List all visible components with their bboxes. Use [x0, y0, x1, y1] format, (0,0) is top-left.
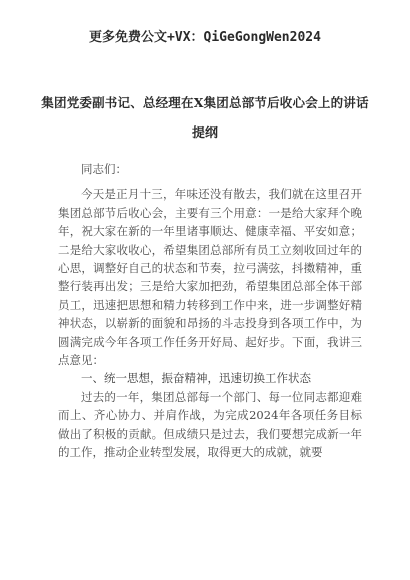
greeting: 同志们： — [81, 162, 127, 176]
promo-header: 更多免费公文+VX：QiGeGongWen2024 — [89, 30, 321, 45]
section-heading-1: 一、统一思想，振奋精神，迅速切换工作状态 — [81, 371, 311, 386]
document-body — [58, 160, 362, 462]
document-title: 集团党委副书记、总经理在X集团总部节后收心会上的讲话 — [41, 95, 369, 110]
paragraph-review: 过去的一年，集团总部每一个部门、每一位同志都迎难而上、齐心协力、并肩作战，为完成2024年各项任务目标做出了积极的贡献。但成绩只是过去，我们要想完成新一年的工作，推动企业转型发展，取得更大的成就，就要 — [58, 389, 362, 460]
paragraph-intro: 今天是正月十三，年味还没有散去，我们就在这里召开集团总部节后收心会，主要有三个用意：一是给大家拜个晚年，祝大家在新的一年里诸事顺达、健康幸福、平安如意；二是给大家收收心，希望集团总部所有员工立刻收回过年的心思，调整好自己的状态和节奏，拉弓满弦，抖擞精神，重整行装再出发；三是给大家加把劲，希望集团总部全体干部员工，迅速把思想和精力转移到工作中来，进一步调整好精神状态，以崭新的面貌和昂扬的斗志投身到各项工作中，为圆满完成今年各项工作任务开好局、起好步。下面，我讲三点意见： — [58, 187, 362, 368]
document-subtitle: 提纲 — [191, 126, 218, 141]
